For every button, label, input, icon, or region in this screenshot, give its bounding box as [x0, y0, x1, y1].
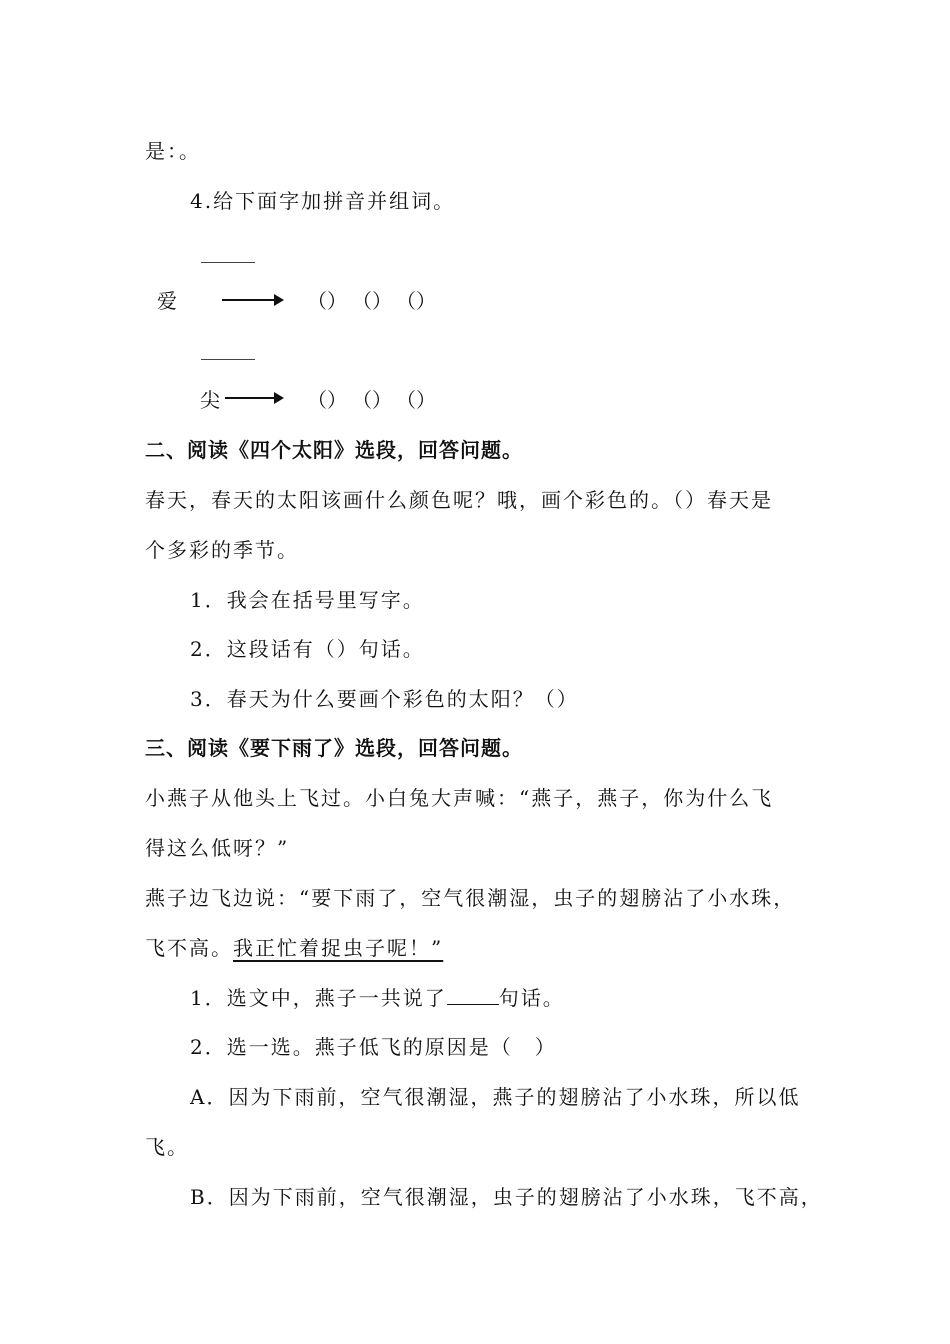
- section3-question-1: [190, 984, 565, 1012]
- arrow-icon: [222, 299, 282, 301]
- section3-passage1-line1: 小燕子从他头上飞过。小白兔大声喊：“燕子，燕子，你为什么飞: [145, 786, 774, 810]
- char-jian: 尖: [200, 388, 222, 412]
- option-b-line1: B．因为下雨前，空气很潮湿，虫子的翅膀沾了小水珠，飞不高，: [190, 1185, 823, 1209]
- answer-blank: [447, 984, 499, 1005]
- arrow-icon: [225, 397, 282, 399]
- section3-passage2-line2: [145, 934, 443, 962]
- section2-passage-line1: 春天，春天的太阳该画什么颜色呢？哦，画个彩色的。（）春天是: [145, 488, 773, 512]
- passage2-plain-text: 飞不高。: [145, 936, 233, 960]
- section3-question-2: 2．选一选。燕子低飞的原因是（ ）: [190, 1035, 557, 1059]
- question-1-suffix: 句话。: [498, 986, 565, 1010]
- paren-blank: （）: [352, 289, 392, 313]
- option-a-line2: 飞。: [145, 1135, 189, 1159]
- q1-answer-tail: 是：。: [145, 139, 201, 163]
- section2-question-1: 1．我会在括号里写字。: [190, 588, 425, 612]
- paren-blank: （）: [396, 289, 436, 313]
- section3-passage2-line1: 燕子边飞边说：“要下雨了，空气很潮湿，虫子的翅膀沾了小水珠，: [145, 886, 796, 910]
- question-1-text: 1．选文中，燕子一共说了: [190, 986, 447, 1010]
- section3-passage1-line2: 得这么低呀？”: [145, 836, 290, 860]
- section2-question-3: 3．春天为什么要画个彩色的太阳？（）: [190, 687, 579, 711]
- pinyin-blank-2: [201, 359, 255, 360]
- underlined-sentence: 我正忙着捉虫子呢！”: [233, 936, 444, 960]
- option-a-line1: A．因为下雨前，空气很潮湿，燕子的翅膀沾了小水珠，所以低: [190, 1085, 801, 1109]
- paren-blank: （）: [352, 388, 392, 412]
- q4-title: 4.给下面字加拼音并组词。: [190, 189, 456, 213]
- paren-blank: （）: [307, 289, 347, 313]
- section2-question-2: 2．这段话有（）句话。: [190, 637, 425, 661]
- pinyin-blank-1: [201, 262, 255, 263]
- section3-heading: 三、阅读《要下雨了》选段，回答问题。: [145, 736, 523, 760]
- section2-heading: 二、阅读《四个太阳》选段，回答问题。: [145, 438, 523, 462]
- paren-blank: （）: [396, 388, 436, 412]
- char-ai: 爱: [157, 289, 179, 313]
- section2-passage-line2: 个多彩的季节。: [145, 538, 299, 562]
- paren-blank: （）: [307, 388, 347, 412]
